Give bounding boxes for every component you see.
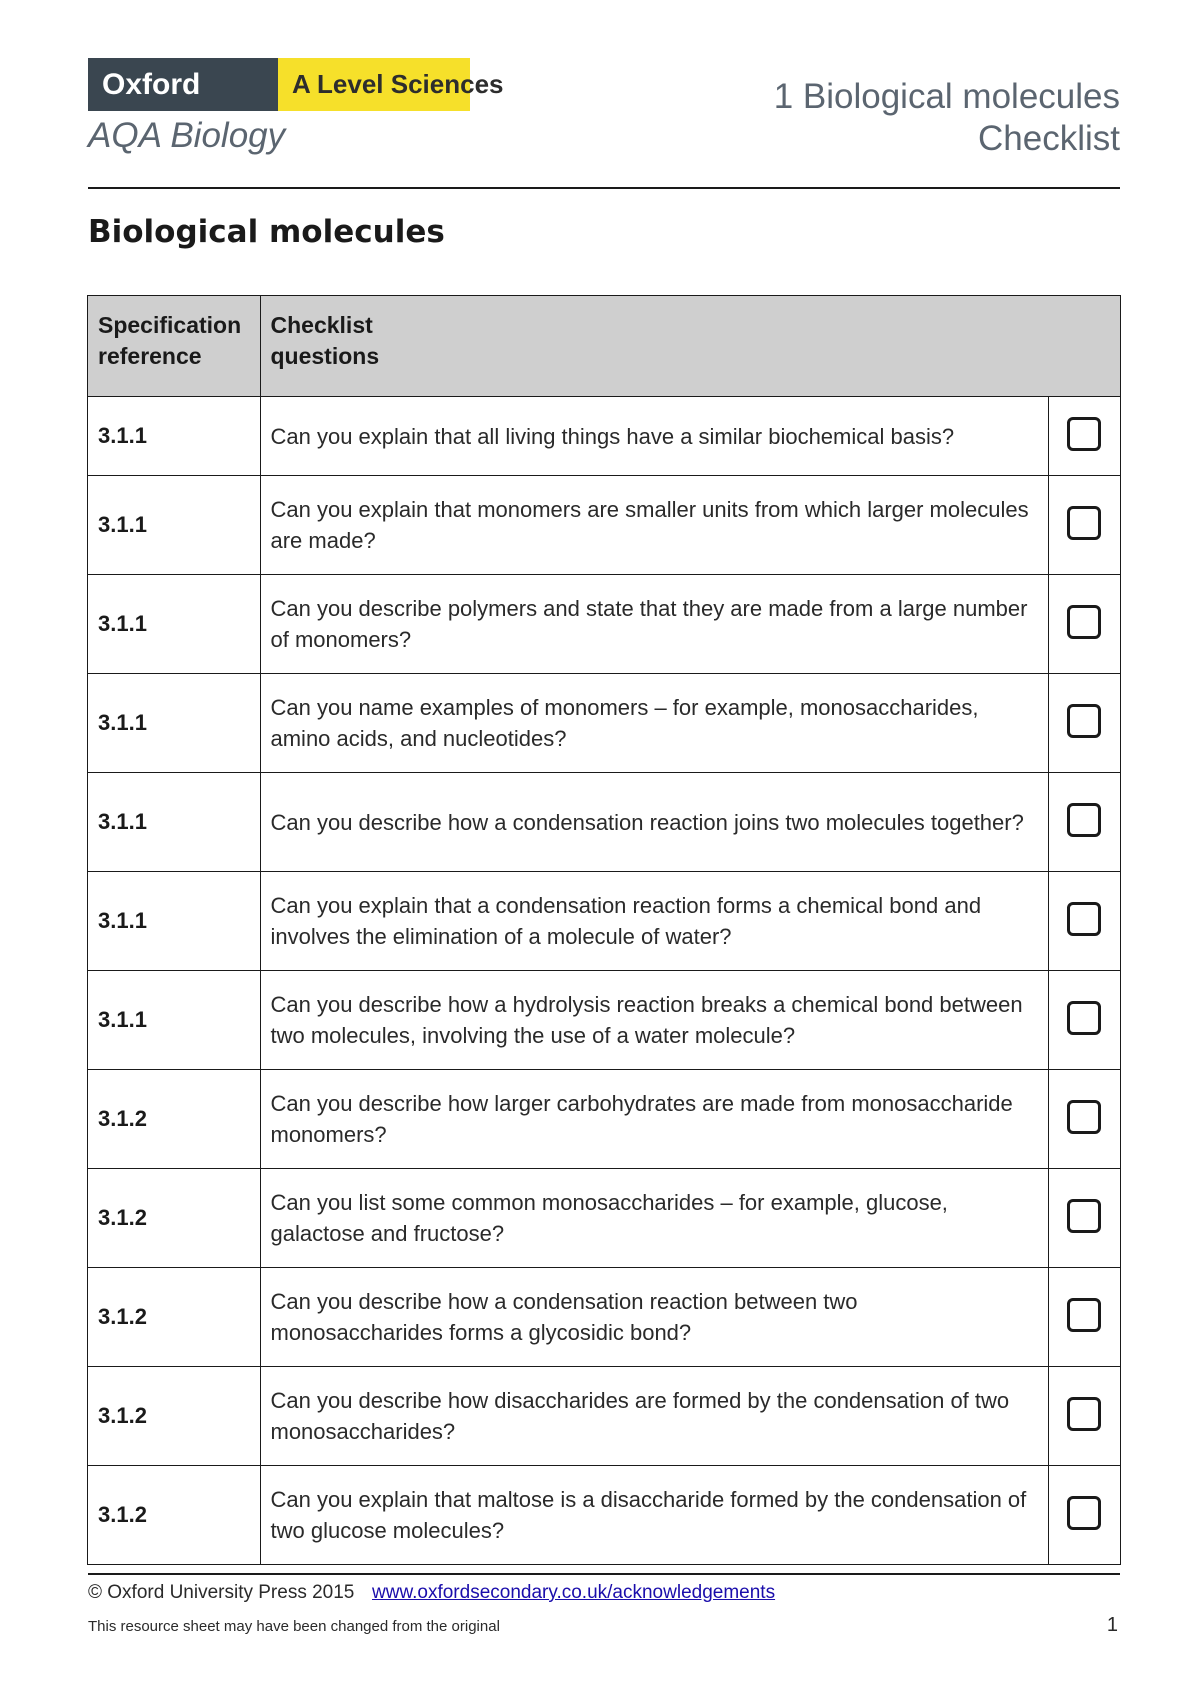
table-row bbox=[88, 476, 1121, 575]
checkbox[interactable] bbox=[1067, 605, 1101, 639]
page-number: 1 bbox=[1106, 1614, 1118, 1636]
checkbox[interactable] bbox=[1067, 1298, 1101, 1332]
spec-reference: 3.1.2 bbox=[88, 1367, 261, 1466]
document-title-line1: 1 Biological molecules bbox=[773, 77, 1120, 116]
checkbox-cell bbox=[1048, 1169, 1120, 1268]
spec-reference: 3.1.1 bbox=[88, 476, 261, 575]
spec-reference: 3.1.2 bbox=[88, 1169, 261, 1268]
spec-reference: 3.1.1 bbox=[88, 872, 261, 971]
checklist-question: Can you describe how a condensation reaction between two monosaccharides forms a glycosidic bond? bbox=[260, 1268, 1048, 1367]
spec-reference: 3.1.1 bbox=[88, 575, 261, 674]
table-row bbox=[88, 872, 1121, 971]
table-row bbox=[88, 674, 1121, 773]
table-row bbox=[88, 1466, 1121, 1565]
spec-reference: 3.1.1 bbox=[88, 397, 261, 476]
brand-oxford: Oxford bbox=[88, 58, 278, 111]
header-q-line1: Checklist bbox=[270, 312, 373, 338]
checkbox-cell bbox=[1048, 1070, 1120, 1169]
spec-reference: 3.1.1 bbox=[88, 674, 261, 773]
checklist-question: Can you describe polymers and state that they are made from a large number of monomers? bbox=[260, 575, 1048, 674]
checkbox[interactable] bbox=[1067, 506, 1101, 540]
checkbox[interactable] bbox=[1067, 417, 1101, 451]
checklist-question: Can you explain that maltose is a disaccharide formed by the condensation of two glucose molecules? bbox=[260, 1466, 1048, 1565]
header-specification-reference bbox=[88, 296, 261, 397]
oxford-logo bbox=[88, 58, 504, 111]
checkbox[interactable] bbox=[1067, 1199, 1101, 1233]
checklist-table bbox=[87, 295, 1121, 1565]
checkbox-cell bbox=[1048, 476, 1120, 575]
checkbox-cell bbox=[1048, 971, 1120, 1070]
spec-reference: 3.1.2 bbox=[88, 1070, 261, 1169]
acknowledgements-link[interactable]: www.oxfordsecondary.co.uk/acknowledgements bbox=[372, 1582, 776, 1603]
brand-a-level-sciences: A Level Sciences bbox=[278, 58, 470, 111]
checklist-question: Can you list some common monosaccharides – for example, glucose, galactose and fructose? bbox=[260, 1169, 1048, 1268]
checklist-question: Can you explain that monomers are smaller units from which larger molecules are made? bbox=[260, 476, 1048, 575]
checkbox-cell bbox=[1048, 773, 1120, 872]
section-title: Biological molecules bbox=[88, 214, 445, 250]
table-row bbox=[88, 1169, 1121, 1268]
table-row bbox=[88, 1268, 1121, 1367]
footer-divider bbox=[88, 1573, 1120, 1575]
table-row bbox=[88, 773, 1121, 872]
document-title bbox=[774, 76, 1120, 160]
checkbox-cell bbox=[1048, 575, 1120, 674]
checklist-question: Can you describe how larger carbohydrates are made from monosaccharide monomers? bbox=[260, 1070, 1048, 1169]
checkbox[interactable] bbox=[1067, 1100, 1101, 1134]
disclaimer-text: This resource sheet may have been changed from the original bbox=[88, 1618, 500, 1635]
checkbox-cell bbox=[1048, 1367, 1120, 1466]
checkbox-cell bbox=[1048, 674, 1120, 773]
table-row bbox=[88, 575, 1121, 674]
table-header-row bbox=[88, 296, 1121, 397]
checkbox-cell bbox=[1048, 872, 1120, 971]
checkbox[interactable] bbox=[1067, 1496, 1101, 1530]
checklist-question: Can you describe how disaccharides are formed by the condensation of two monosaccharides? bbox=[260, 1367, 1048, 1466]
spec-reference: 3.1.1 bbox=[88, 971, 261, 1070]
checkbox-cell bbox=[1048, 1466, 1120, 1565]
checkbox[interactable] bbox=[1067, 1001, 1101, 1035]
header-checklist-questions bbox=[260, 296, 1121, 397]
spec-reference: 3.1.1 bbox=[88, 773, 261, 872]
table-row bbox=[88, 1367, 1121, 1466]
checklist-question: Can you describe how a hydrolysis reaction breaks a chemical bond between two molecules, involving the use of a water molecule? bbox=[260, 971, 1048, 1070]
header-ref-line1: Specification bbox=[98, 312, 242, 338]
checkbox[interactable] bbox=[1067, 803, 1101, 837]
checklist-question: Can you explain that all living things have a similar biochemical basis? bbox=[260, 397, 1048, 476]
checkbox-cell bbox=[1048, 1268, 1120, 1367]
header-q-line2: questions bbox=[270, 343, 380, 369]
checkbox[interactable] bbox=[1067, 704, 1101, 738]
checklist-question: Can you describe how a condensation reaction joins two molecules together? bbox=[260, 773, 1048, 872]
subject-title: AQA Biology bbox=[88, 116, 286, 155]
table-row bbox=[88, 1070, 1121, 1169]
document-title-line2: Checklist bbox=[978, 119, 1120, 158]
spec-reference: 3.1.2 bbox=[88, 1268, 261, 1367]
spec-reference: 3.1.2 bbox=[88, 1466, 261, 1565]
copyright-notice: © Oxford University Press 2015 bbox=[88, 1582, 355, 1603]
table-row bbox=[88, 397, 1121, 476]
checklist-question: Can you explain that a condensation reaction forms a chemical bond and involves the elimination of a molecule of water? bbox=[260, 872, 1048, 971]
checklist-question: Can you name examples of monomers – for example, monosaccharides, amino acids, and nucleotides? bbox=[260, 674, 1048, 773]
checkbox-cell bbox=[1048, 397, 1120, 476]
header-divider bbox=[88, 187, 1120, 189]
checkbox[interactable] bbox=[1067, 902, 1101, 936]
header-ref-line2: reference bbox=[98, 343, 202, 369]
checkbox[interactable] bbox=[1067, 1397, 1101, 1431]
table-row bbox=[88, 971, 1121, 1070]
